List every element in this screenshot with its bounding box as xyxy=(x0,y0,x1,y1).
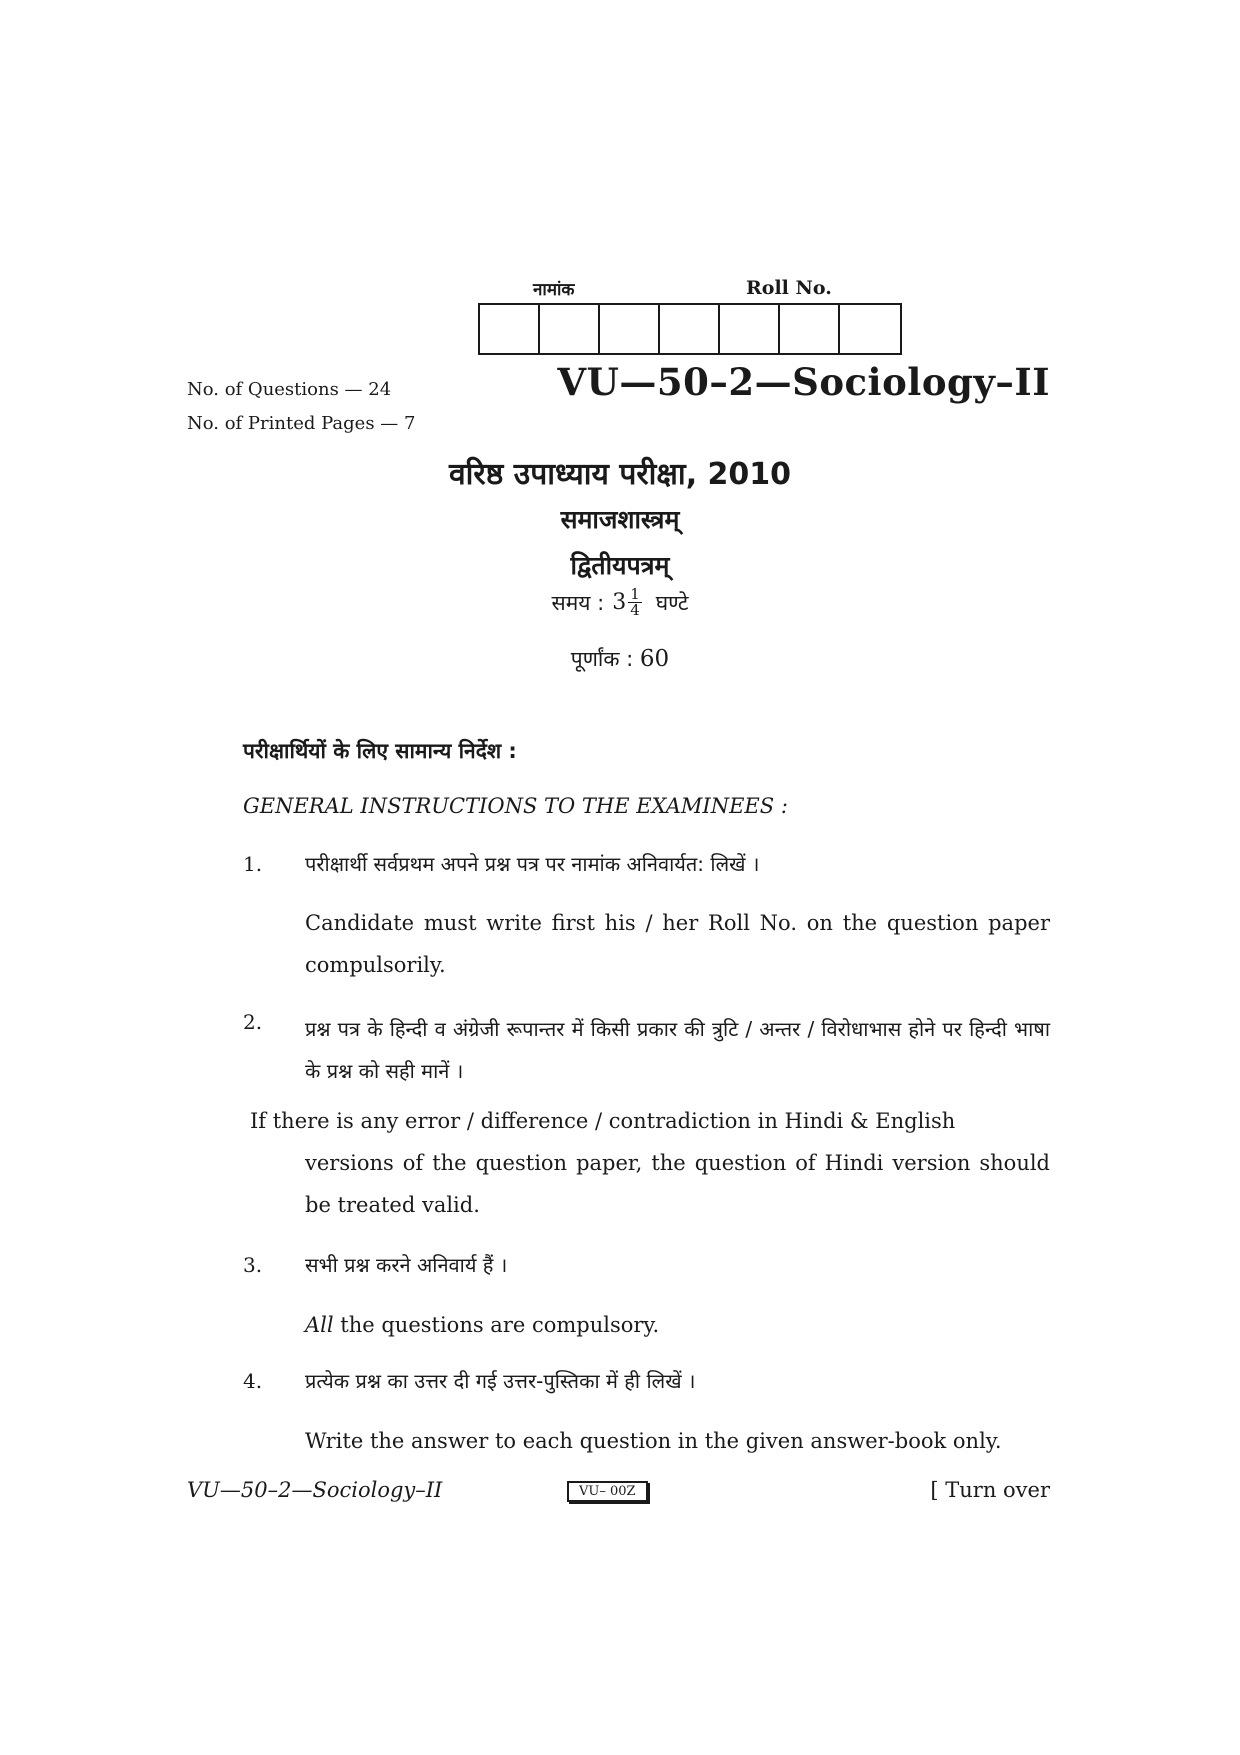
instruction-english xyxy=(305,1304,1050,1346)
marks-value: 60 xyxy=(639,646,670,672)
number-of-pages: No. of Printed Pages — 7 xyxy=(187,413,416,434)
instruction-hindi: परीक्षार्थी सर्वप्रथम अपने प्रश्न पत्र पर नामांक अनिवार्यत: लिखें । xyxy=(305,852,760,876)
time-unit: घण्टे xyxy=(655,590,689,615)
roll-box xyxy=(540,305,600,353)
roll-label-hindi: नामांक xyxy=(533,280,575,300)
roll-box xyxy=(720,305,780,353)
roll-box xyxy=(660,305,720,353)
exam-title: वरिष्ठ उपाध्याय परीक्षा, 2010 xyxy=(448,457,792,492)
instruction-hindi: प्रत्येक प्रश्न का उत्तर दी गई उत्तर-पुस्तिका में ही लिखें । xyxy=(305,1369,696,1393)
roll-box xyxy=(840,305,900,353)
item-number: 4. xyxy=(243,1369,263,1393)
instructions-heading-hindi: परीक्षार्थियों के लिए सामान्य निर्देश : xyxy=(243,739,517,763)
subject-title: समाजशास्त्रम् xyxy=(560,505,680,534)
fraction-denominator: 4 xyxy=(630,601,640,619)
instructions-heading-english: GENERAL INSTRUCTIONS TO THE EXAMINEES : xyxy=(243,794,788,818)
time-allowed xyxy=(0,587,1240,618)
instruction-english-rest: the questions are compulsory. xyxy=(333,1313,660,1337)
item-number: 3. xyxy=(243,1253,263,1277)
paper-code: VU—50–2—Sociology–II xyxy=(557,360,1050,404)
number-of-questions: No. of Questions — 24 xyxy=(187,379,392,400)
roll-box xyxy=(780,305,840,353)
footer-paper-code: VU—50–2—Sociology–II xyxy=(187,1478,443,1502)
instruction-hindi: सभी प्रश्न करने अनिवार्य हैं । xyxy=(305,1253,508,1277)
time-fraction xyxy=(628,587,642,618)
time-whole: 3 xyxy=(612,590,627,615)
instruction-english-first-line: If there is any error / difference / contradiction in Hindi & English xyxy=(250,1109,956,1133)
instruction-hindi: प्रश्न पत्र के हिन्दी व अंग्रेजी रूपान्तर में किसी प्रकार की त्रुटि / अन्तर / विरोधाभास होने पर हिन्दी भाषा के प्रश्न को सही मानें । xyxy=(305,1017,1050,1083)
max-marks xyxy=(0,645,1240,673)
footer-booklet-code: VU– 00Z xyxy=(567,1481,648,1502)
roll-label-english: Roll No. xyxy=(746,277,832,299)
item-number: 2. xyxy=(243,1010,263,1034)
instruction-english: versions of the question paper, the question of Hindi version should be treated valid. xyxy=(305,1151,1050,1217)
paper-number: द्वितीयपत्रम् xyxy=(570,551,670,580)
instruction-english: Candidate must write first his / her Roll No. on the question paper compulsorily. xyxy=(305,911,1050,977)
time-label: समय : xyxy=(551,590,605,615)
turn-over-note: [ Turn over xyxy=(930,1478,1050,1502)
instruction-english: Write the answer to each question in the given answer-book only. xyxy=(305,1429,1002,1453)
item-number: 1. xyxy=(243,852,263,876)
roll-box xyxy=(480,305,540,353)
marks-label: पूर्णांक : xyxy=(570,647,634,671)
emphasis-all: All xyxy=(305,1313,334,1337)
roll-box xyxy=(600,305,660,353)
roll-number-boxes xyxy=(478,303,902,355)
fraction-numerator: 1 xyxy=(630,585,640,603)
